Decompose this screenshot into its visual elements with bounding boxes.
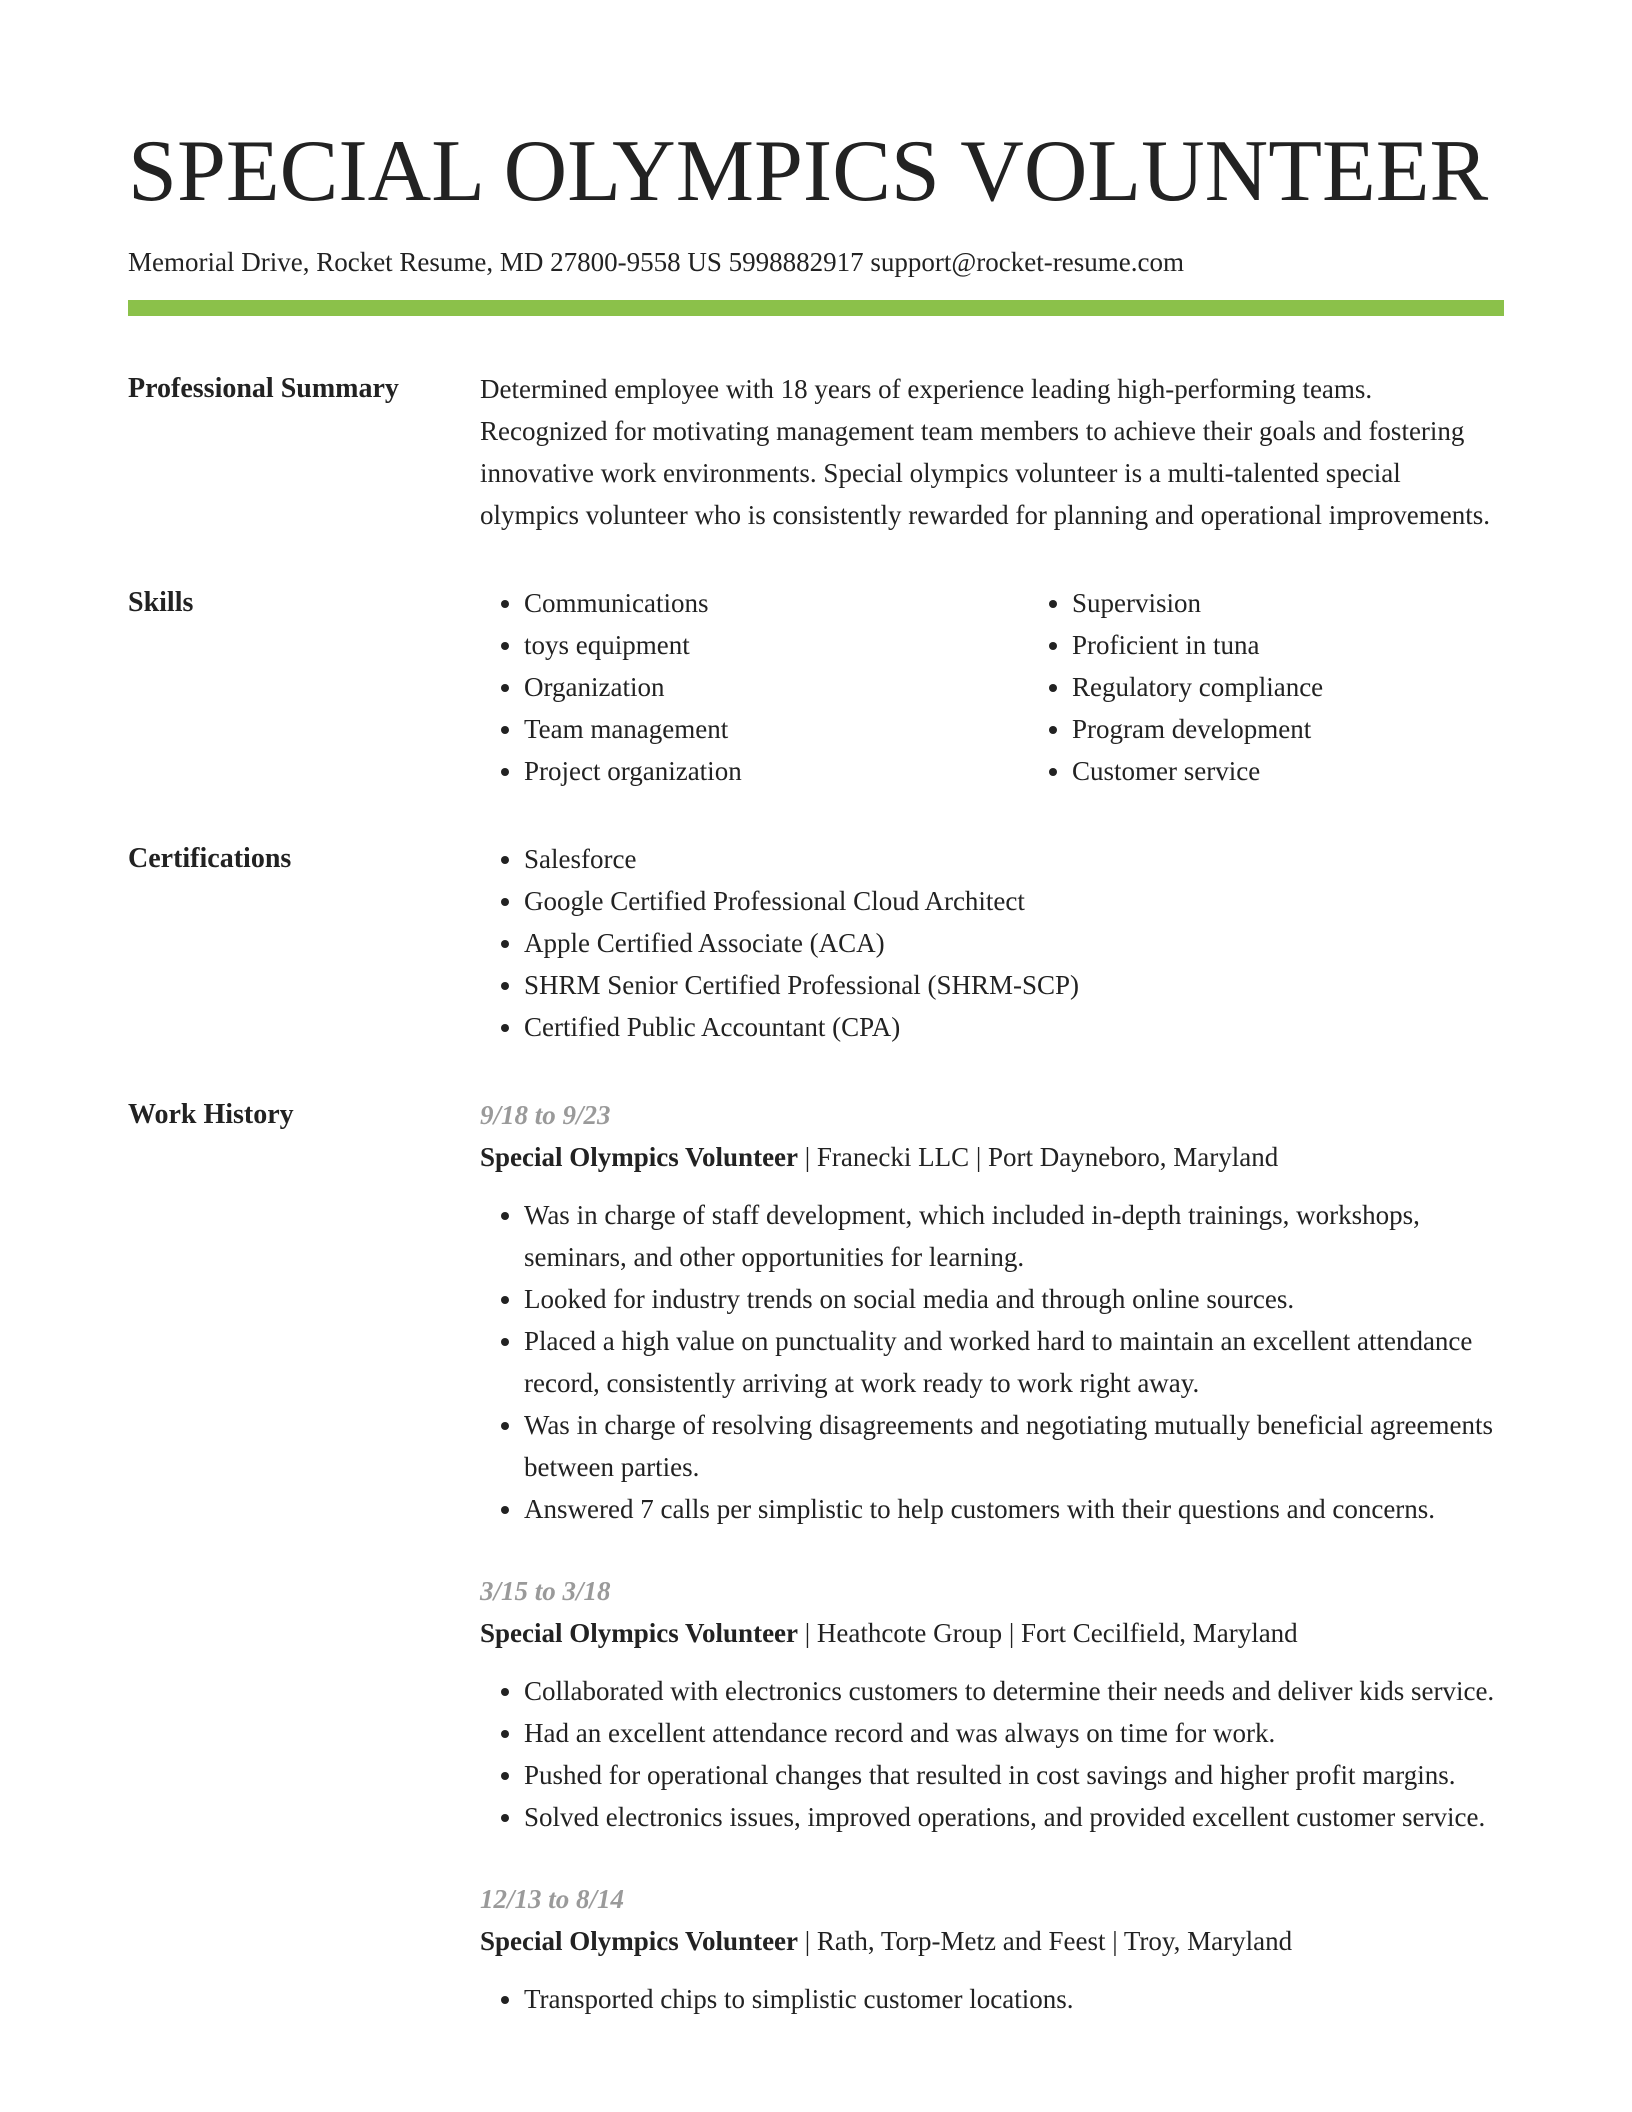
skill-item: • Project organization [524, 750, 1028, 792]
job-duty: • Answered 7 calls per simplistic to help customers with their questions and concerns. [524, 1488, 1504, 1530]
certification-item: • Google Certified Professional Cloud Architect [524, 880, 1504, 922]
skills-label: Skills [128, 587, 194, 618]
skill-item: • Team management [524, 708, 1028, 750]
certification-item: • SHRM Senior Certified Professional (SHRM-SCP) [524, 964, 1504, 1006]
job-duty: • Was in charge of staff development, which included in-depth trainings, workshops, seminars, and other opportunities for learning. [524, 1194, 1504, 1278]
job-title: Special Olympics Volunteer [480, 1926, 799, 1956]
summary-section [128, 368, 1504, 536]
job-duty: • Looked for industry trends on social media and through online sources. [524, 1278, 1504, 1320]
skill-item: • Organization [524, 666, 1028, 708]
accent-divider [128, 300, 1504, 316]
contact-line: Memorial Drive, Rocket Resume, MD 27800-9558 US 5998882917 support@rocket-resume.com [128, 247, 1184, 277]
job-duties [480, 1670, 1504, 1838]
work-history-section [128, 1094, 1504, 2060]
skill-item: • Communications [524, 582, 1028, 624]
job-heading [480, 1920, 1504, 1962]
skill-item: • Supervision [1072, 582, 1576, 624]
resume-name: SPECIAL OLYMPICS VOLUNTEER [128, 123, 1489, 220]
job-dates: 12/13 to 8/14 [480, 1884, 625, 1914]
job-employer-location: | Rath, Torp-Metz and Feest | Troy, Maryland [798, 1926, 1293, 1956]
work-history-label: Work History [128, 1099, 294, 1130]
job-duty: • Transported chips to simplistic customer locations. [524, 1978, 1504, 2020]
job-duties [480, 1194, 1504, 1530]
certifications-list [480, 838, 1504, 1048]
certification-item: • Certified Public Accountant (CPA) [524, 1006, 1504, 1048]
job-dates: 9/18 to 9/23 [480, 1100, 611, 1130]
certifications-section [128, 838, 1504, 1048]
job-employer-location: | Heathcote Group | Fort Cecilfield, Maryland [798, 1618, 1298, 1648]
skill-item: • Customer service [1072, 750, 1576, 792]
job-duty: • Was in charge of resolving disagreements and negotiating mutually beneficial agreements between parties. [524, 1404, 1504, 1488]
certification-item: • Salesforce [524, 838, 1504, 880]
job-title: Special Olympics Volunteer [480, 1618, 799, 1648]
job-duty: • Pushed for operational changes that resulted in cost savings and higher profit margins. [524, 1754, 1504, 1796]
skill-item: • Proficient in tuna [1072, 624, 1576, 666]
job-duty: • Collaborated with electronics customers to determine their needs and deliver kids service. [524, 1670, 1504, 1712]
certifications-label: Certifications [128, 843, 292, 874]
job-heading [480, 1612, 1504, 1654]
certification-item: • Apple Certified Associate (ACA) [524, 922, 1504, 964]
job-heading [480, 1136, 1504, 1178]
job-employer-location: | Franecki LLC | Port Dayneboro, Maryland [798, 1142, 1279, 1172]
job-duty: • Had an excellent attendance record and was always on time for work. [524, 1712, 1504, 1754]
summary-text: Determined employee with 18 years of experience leading high-performing teams. Recognized for motivating management team members to achieve their goals and fostering innovative work environments. Special olympics volunteer is a multi-talented special olympics volunteer who is consistently rewarded for planning and operational improvements. [480, 374, 1491, 530]
resume-page [128, 0, 1504, 2060]
job-duty: • Placed a high value on punctuality and worked hard to maintain an excellent attendance record, consistently arriving at work ready to work right away. [524, 1320, 1504, 1404]
skills-column-1 [480, 582, 1028, 792]
skill-item: • Program development [1072, 708, 1576, 750]
job-title: Special Olympics Volunteer [480, 1142, 799, 1172]
skills-column-2 [1028, 582, 1576, 792]
summary-label: Professional Summary [128, 373, 399, 404]
job-entry [480, 1570, 1504, 1838]
job-duties [480, 1978, 1504, 2020]
job-duty: • Solved electronics issues, improved operations, and provided excellent customer service. [524, 1796, 1504, 1838]
skill-item: • Regulatory compliance [1072, 666, 1576, 708]
skill-item: • toys equipment [524, 624, 1028, 666]
job-entry [480, 1094, 1504, 1530]
job-entry [480, 1878, 1504, 2020]
job-dates: 3/15 to 3/18 [480, 1576, 611, 1606]
skills-section [128, 582, 1504, 792]
